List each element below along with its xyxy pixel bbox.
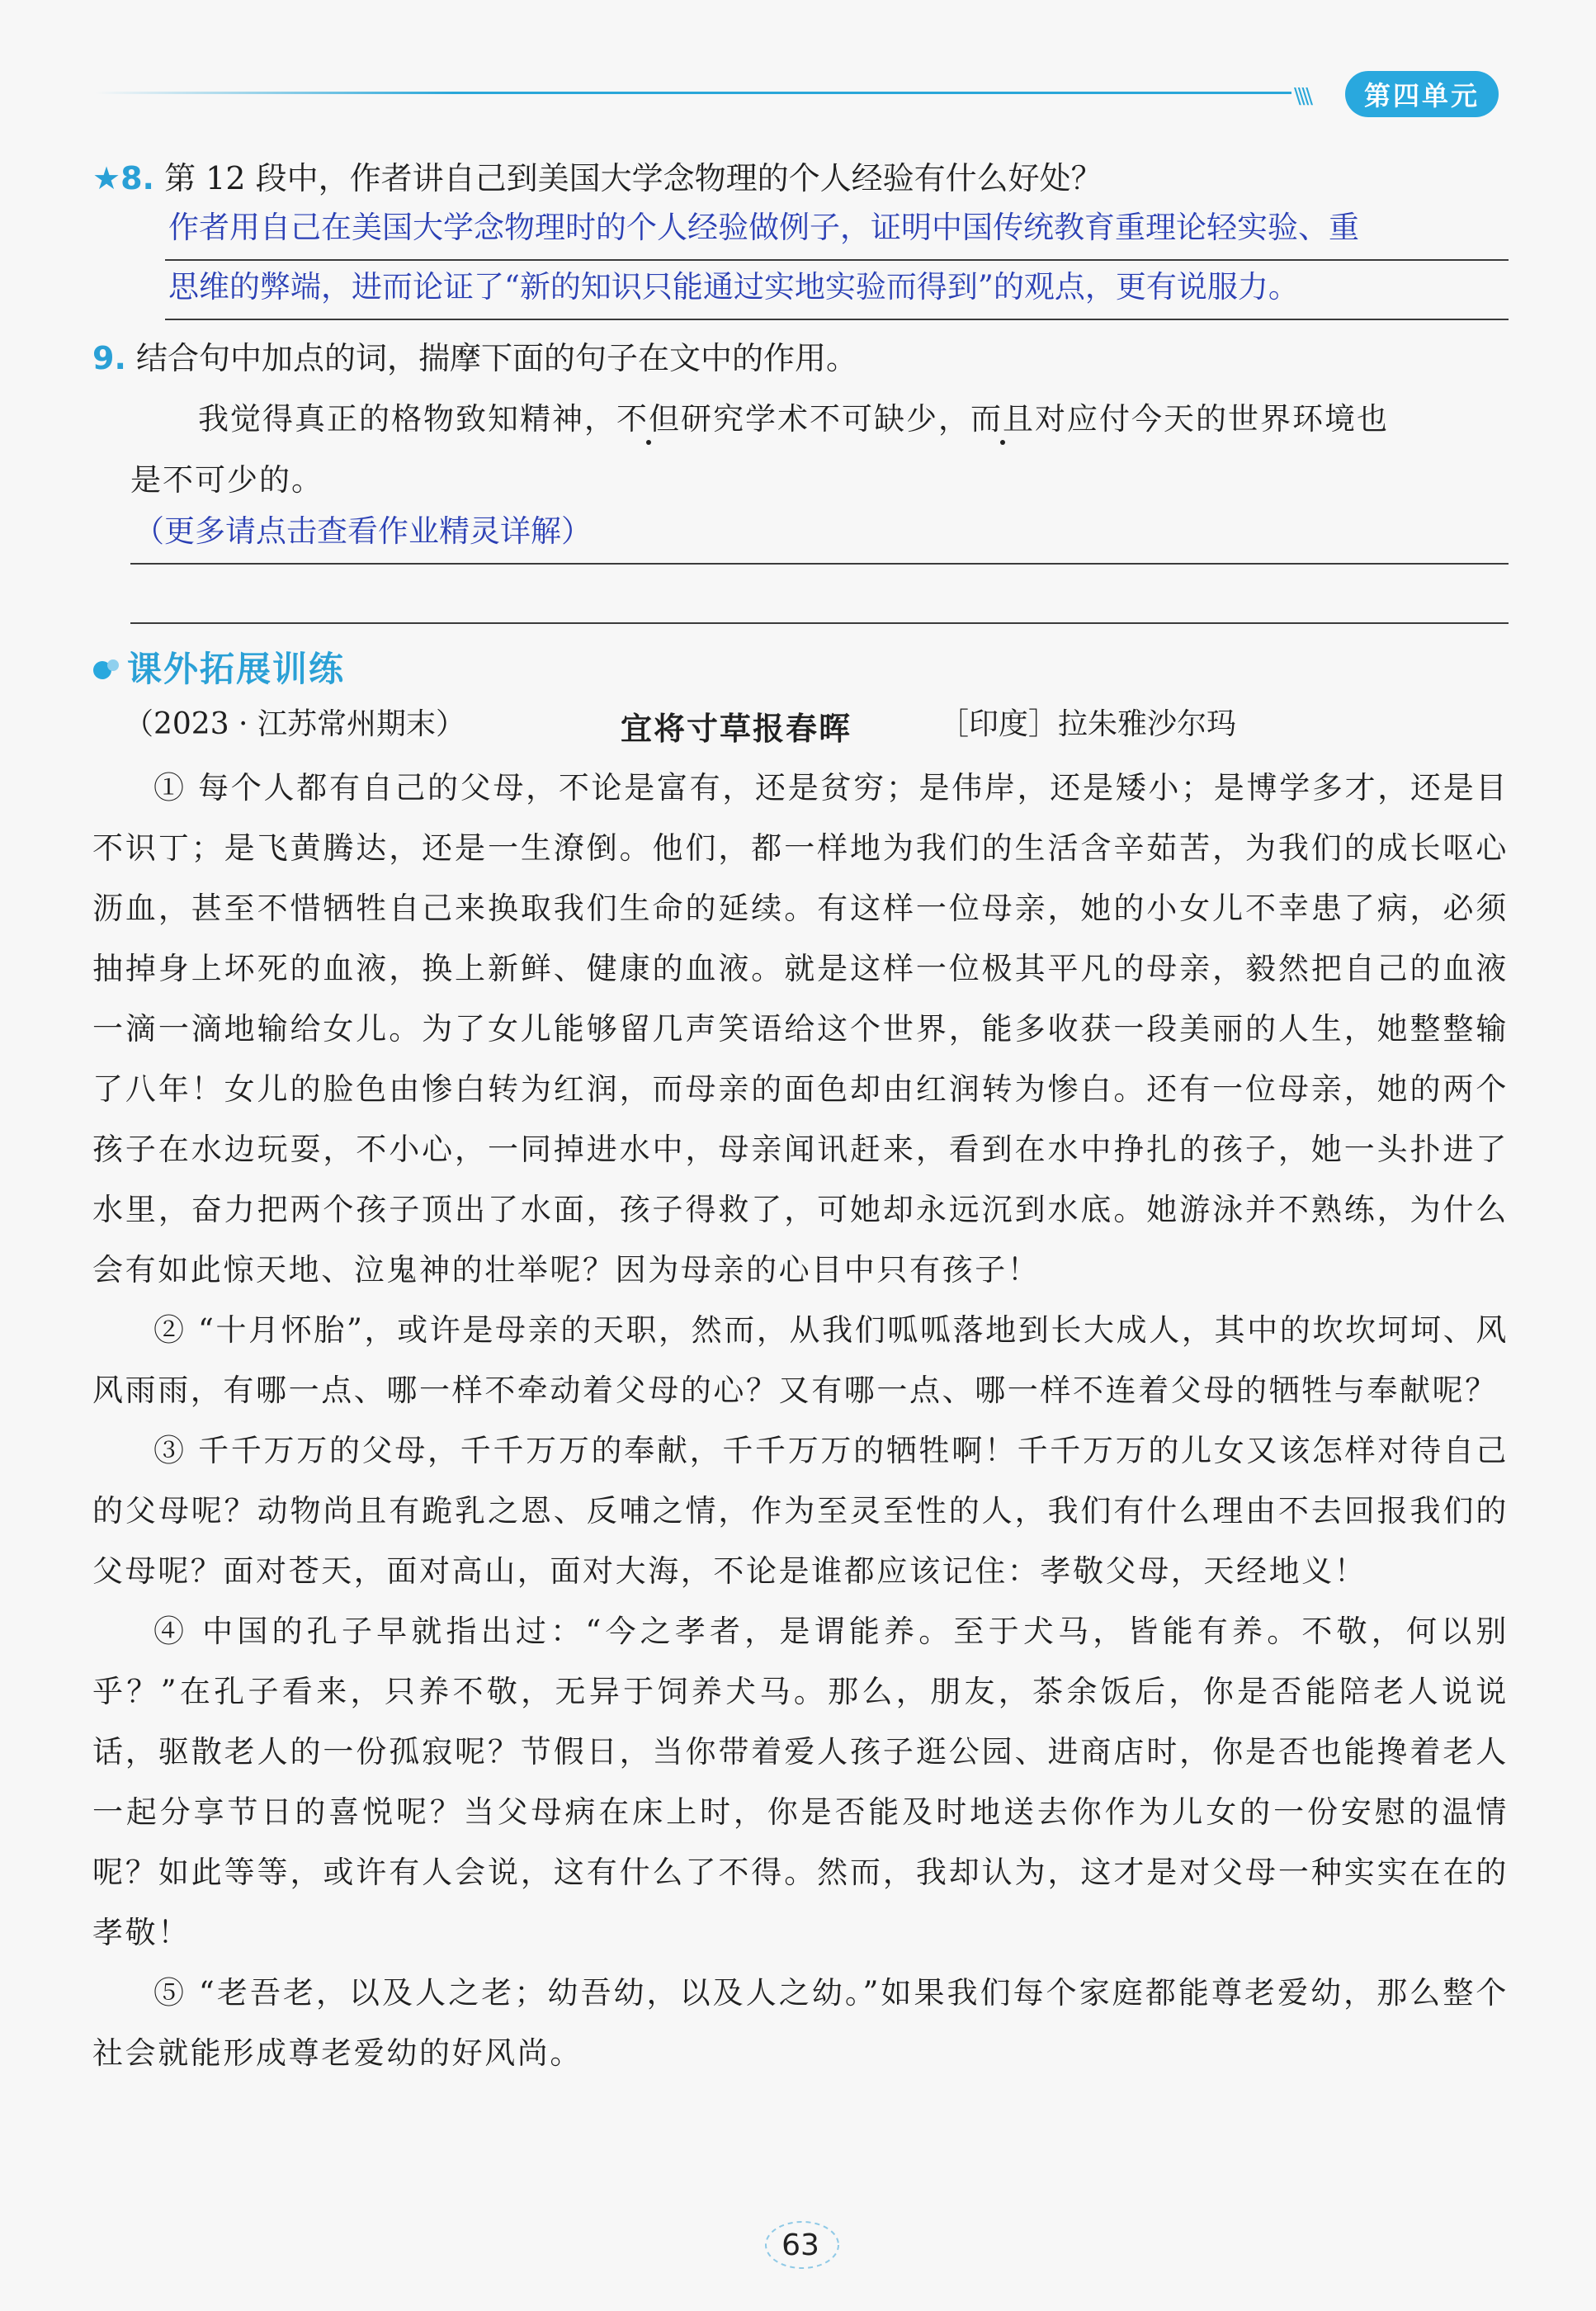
quoted-sentence-end: 是不可少的。 bbox=[130, 462, 323, 498]
article-title: 宜将寸草报春晖 bbox=[621, 711, 852, 747]
star-icon: ★ bbox=[92, 160, 121, 196]
emphasized-word: 不但 bbox=[616, 401, 681, 437]
question-8 bbox=[92, 158, 1103, 198]
answer-line: 作者用自己在美国大学念物理时的个人经验做例子，证明中国传统教育重理论轻实验、重 bbox=[168, 210, 1359, 245]
answer-rule bbox=[165, 319, 1509, 320]
article-paragraph: ④ 中国的孔子早就指出过：“今之孝者，是谓能养。至于犬马，皆能有养。不敬，何以别乎？”在孔子看来，只养不敬，无异于饲养犬马。那么，朋友，茶余饭后，你是否能陪老人说说话，驱散老人的一份孤寂呢？节假日，当你带着爱人孩子逛公园、进商店时，你是否也能搀着老人一起分享节日的喜悦呢？当父母病在床上时，你是否能及时地送去你作为儿女的一份安慰的温情呢？如此等等，或许有人会说，这有什么了不得。然而，我却认为，这才是对父母一种实实在在的孝敬！ bbox=[92, 1614, 1509, 1950]
article-body bbox=[92, 758, 1509, 2083]
answer-line: 思维的弊端，进而论证了“新的知识只能通过实地实验而得到”的观点，更有说服力。 bbox=[168, 269, 1299, 305]
article-source: （2023 · 江苏常州期末） bbox=[124, 707, 465, 741]
quote-text: 对应付今天的世界环境也 bbox=[1035, 401, 1389, 437]
quote-text: 研究学术不可缺少， bbox=[681, 401, 970, 437]
article-paragraph: ⑤ “老吾老，以及人之老；幼吾幼，以及人之幼。”如果我们每个家庭都能尊老爱幼，那么整个社会就能形成尊老爱幼的好风尚。 bbox=[92, 1975, 1509, 2071]
answer-rule bbox=[165, 259, 1509, 261]
answer-rule bbox=[130, 622, 1509, 624]
article-paragraph: ② “十月怀胎”，或许是母亲的天职，然而，从我们呱呱落地到长大成人，其中的坎坎坷坷、风风雨雨，有哪一点、哪一样不牵动着父母的心？又有哪一点、哪一样不连着父母的牺牲与奉献呢？ bbox=[92, 1312, 1509, 1408]
quote-text: 我觉得真正的格物致知精神， bbox=[198, 401, 616, 437]
section-title: 课外拓展训练 bbox=[127, 649, 346, 689]
question-9 bbox=[92, 338, 857, 378]
header-slash-marks: \\\\ bbox=[1294, 84, 1310, 109]
question-text: 第 12 段中，作者讲自己到美国大学念物理的个人经验有什么好处？ bbox=[164, 160, 1103, 196]
answer-rule bbox=[130, 563, 1509, 565]
header-rule bbox=[95, 92, 1291, 94]
answer-detail-link[interactable]: （更多请点击查看作业精灵详解） bbox=[134, 513, 592, 549]
article-author: ［印度］拉朱雅沙尔玛 bbox=[939, 707, 1237, 741]
page-number: 63 bbox=[781, 2228, 819, 2262]
article-paragraph: ① 每个人都有自己的父母，不论是富有，还是贫穷；是伟岸，还是矮小；是博学多才，还是目不识丁；是飞黄腾达，还是一生潦倒。他们，都一样地为我们的生活含辛茹苦，为我们的成长呕心沥血，甚至不惜牺牲自己来换取我们生命的延续。有这样一位母亲，她的小女儿不幸患了病，必须抽掉身上坏死的血液，换上新鲜、健康的血液。就是这样一位极其平凡的母亲，毅然把自己的血液一滴一滴地输给女儿。为了女儿能够留几声笑语给这个世界，能多收获一段美丽的人生，她整整输了八年！女儿的脸色由惨白转为红润，而母亲的面色却由红润转为惨白。还有一位母亲，她的两个孩子在水边玩耍，不小心，一同掉进水中，母亲闻讯赶来，看到在水中挣扎的孩子，她一头扑进了水里，奋力把两个孩子顶出了水面，孩子得救了，可她却永远沉到水底。她游泳并不熟练，为什么会有如此惊天地、泣鬼神的壮举呢？因为母亲的心目中只有孩子！ bbox=[92, 770, 1509, 1288]
unit-badge: 第四单元 bbox=[1345, 71, 1499, 117]
question-number: 9. bbox=[92, 340, 126, 376]
emphasized-word: 而且 bbox=[970, 401, 1035, 437]
question-number: 8. bbox=[120, 160, 154, 196]
section-bullet-icon bbox=[92, 654, 120, 682]
article-paragraph: ③ 千千万万的父母，千千万万的奉献，千千万万的牺牲啊！千千万万的儿女又该怎样对待自己的父母呢？动物尚且有跪乳之恩、反哺之情，作为至灵至性的人，我们有什么理由不去回报我们的父母呢？面对苍天，面对高山，面对大海，不论是谁都应该记住：孝敬父母，天经地义！ bbox=[92, 1433, 1509, 1589]
question-text: 结合句中加点的词，揣摩下面的句子在文中的作用。 bbox=[135, 340, 857, 376]
quoted-sentence bbox=[198, 399, 1389, 439]
